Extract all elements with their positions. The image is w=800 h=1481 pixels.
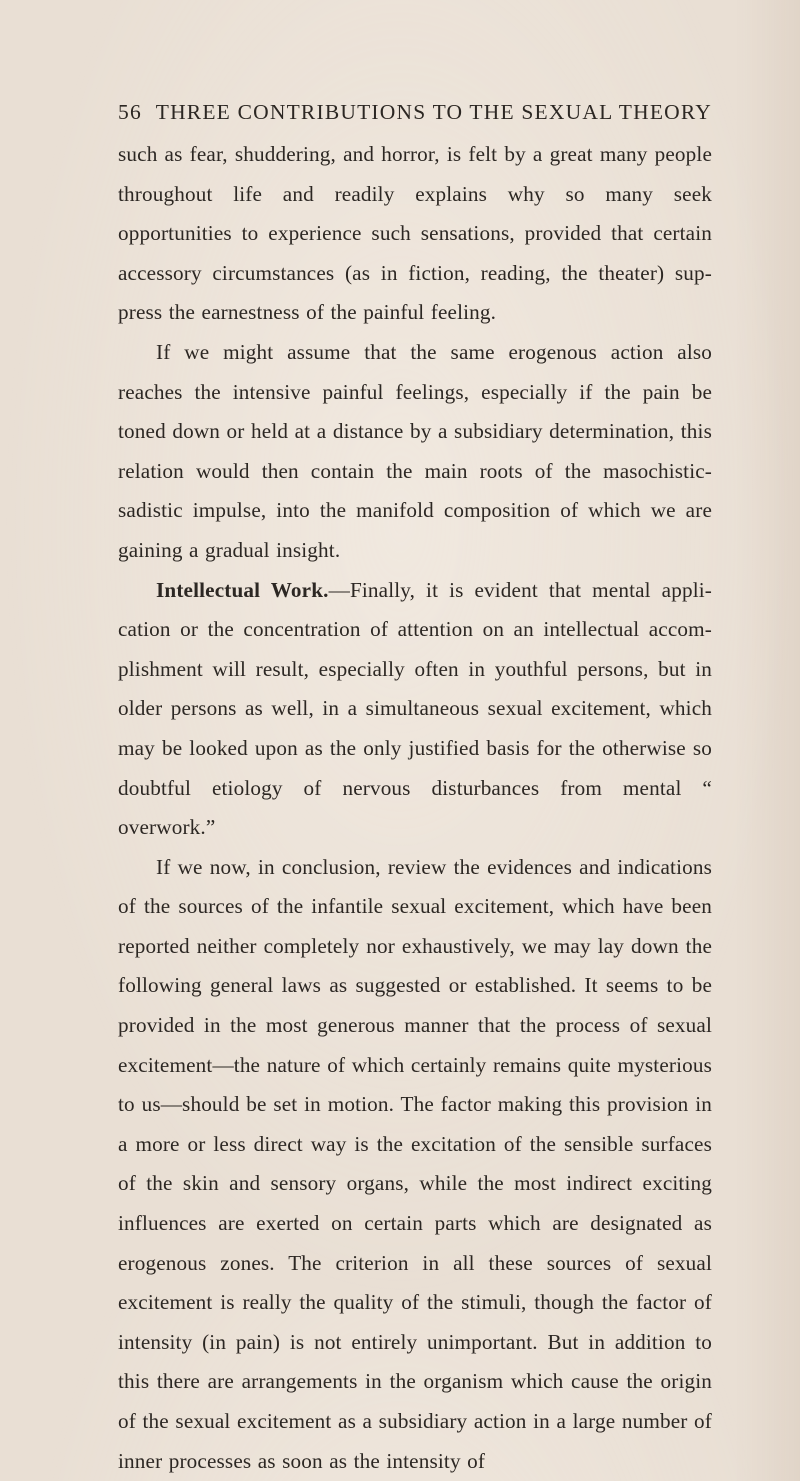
page-number: 56	[118, 100, 142, 124]
paragraph-text: such as fear, shuddering, and horror, is felt by a great many people throughout life and readily explains why so many seek opportunities to experience such sensations, provided that certain accessory circumstances (as in fiction, reading, the theater) sup-press the earnestness of the painful feeling.	[118, 142, 712, 325]
paragraph-conclusion	[118, 848, 712, 1481]
body-text	[118, 135, 712, 1481]
running-header	[118, 100, 712, 132]
paragraph-continued	[118, 135, 712, 333]
paragraph-text: If we now, in conclusion, review the evidences and indications of the sources of the infantile sexual excitement, which have been reported neither completely nor exhaustively, we may lay down the following general laws as suggested or established. It seems to be provided in the most generous manner that the process of sexual excitement—the nature of which certainly remains quite mysterious to us—should be set in motion. The factor making this provision in a more or less direct way is the excitation of the sensible surfaces of the skin and sensory organs, while the most indirect exciting influences are exerted on certain parts which are designated as erogenous zones. The criterion in all these sources of sexual excitement is really the quality of the stimuli, though the factor of intensity (in pain) is not entirely unimportant. But in addition to this there are arrangements in the organism which cause the origin of the sexual excitement as a subsidiary action in a large number of inner processes as soon as the intensity of	[118, 854, 712, 1473]
paragraph-text: If we might assume that the same erogenous action also reaches the intensive painful feelings, especially if the pain be toned down or held at a distance by a subsidiary determination, this relation would then contain the main roots of the masochistic-sadistic impulse, into the manifold composition of which we are gaining a gradual insight.	[118, 339, 712, 562]
running-title: THREE CONTRIBUTIONS TO THE SEXUAL THEORY	[155, 100, 712, 124]
paragraph-masochistic-sadistic	[118, 333, 712, 571]
paragraph-text: —Finally, it is evident that mental appli-cation or the concentration of attention on an intellectual accom-plishment will result, especially often in youthful persons, but in older persons as well, in a simultaneous sexual excitement, which may be looked upon as the only justified basis for the otherwise so doubtful etiology of nervous disturbances from mental “ overwork.”	[118, 577, 712, 840]
paragraph-intellectual-work	[118, 571, 712, 848]
section-heading: Intellectual Work.	[156, 577, 329, 602]
